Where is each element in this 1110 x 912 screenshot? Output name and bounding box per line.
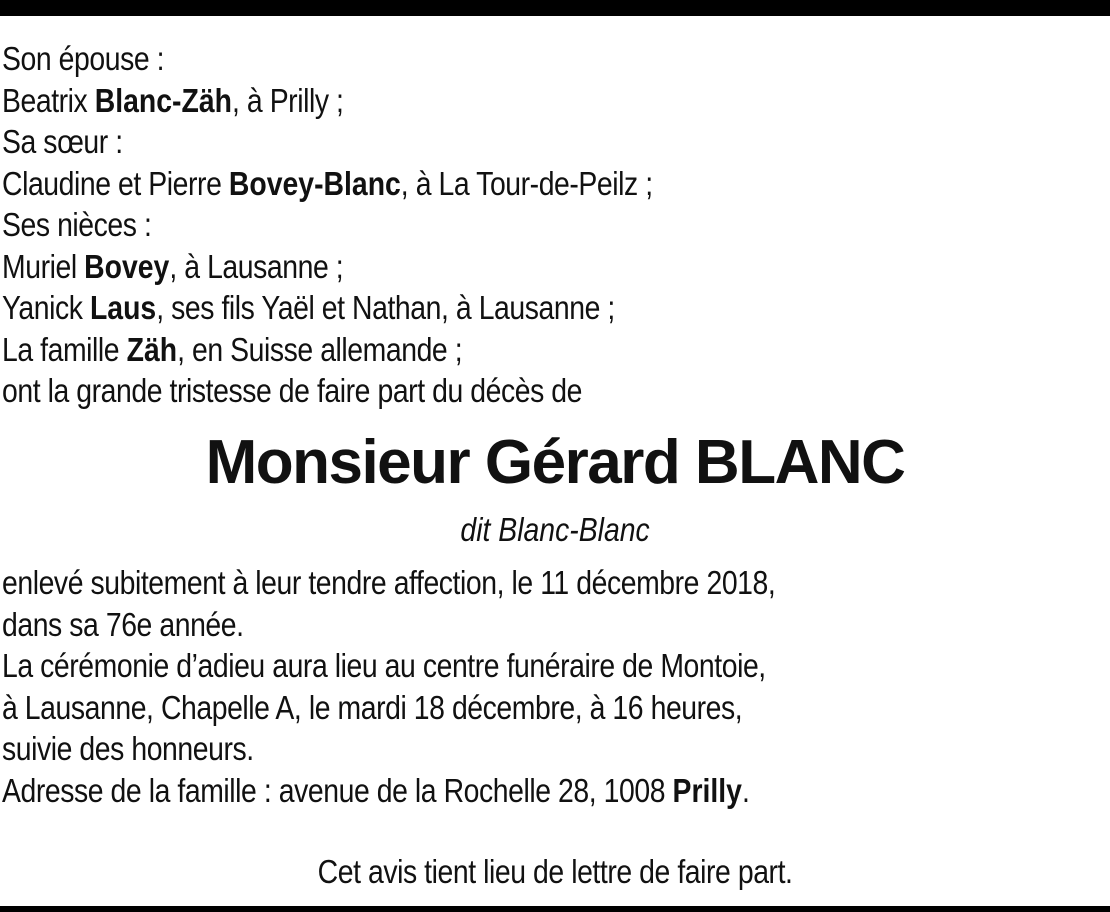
details-line: à Lausanne, Chapelle A, le mardi 18 décembre, à 16 heures, (2, 688, 743, 726)
family-line: Son épouse : (2, 40, 165, 77)
ceremony-details (2, 562, 1102, 811)
top-border-rule (0, 0, 1110, 16)
closing-note (0, 850, 1110, 894)
details-line: La cérémonie d’adieu aura lieu au centre funéraire de Montoie, (2, 647, 766, 684)
family-address-line: Adresse de la famille : avenue de la Rochelle 28, 1008 Prilly. (2, 771, 750, 809)
family-line: Claudine et Pierre Bovey-Blanc, à La Tour-de-Peilz ; (2, 164, 653, 202)
deceased-name: Monsieur Gérard BLANC (205, 428, 905, 497)
nickname-text: dit Blanc-Blanc (460, 511, 650, 548)
deceased-nickname (0, 508, 1110, 552)
family-list (2, 38, 1102, 412)
family-line: Muriel Bovey, à Lausanne ; (2, 247, 344, 285)
details-line: suivie des honneurs. (2, 730, 254, 767)
family-line: Beatrix Blanc-Zäh, à Prilly ; (2, 81, 344, 119)
family-line: Ses nièces : (2, 206, 152, 243)
bottom-border-rule (0, 906, 1110, 912)
details-line: dans sa 76e année. (2, 605, 244, 643)
family-line: Yanick Laus, ses fils Yaël et Nathan, à Lausanne ; (2, 289, 615, 326)
family-line: Sa sœur : (2, 123, 123, 160)
details-line: enlevé subitement à leur tendre affection, le 11 décembre 2018, (2, 564, 776, 601)
closing-text: Cet avis tient lieu de lettre de faire part. (317, 853, 793, 890)
announcement-line: ont la grande tristesse de faire part du décès de (2, 372, 583, 409)
family-line: La famille Zäh, en Suisse allemande ; (2, 330, 463, 368)
